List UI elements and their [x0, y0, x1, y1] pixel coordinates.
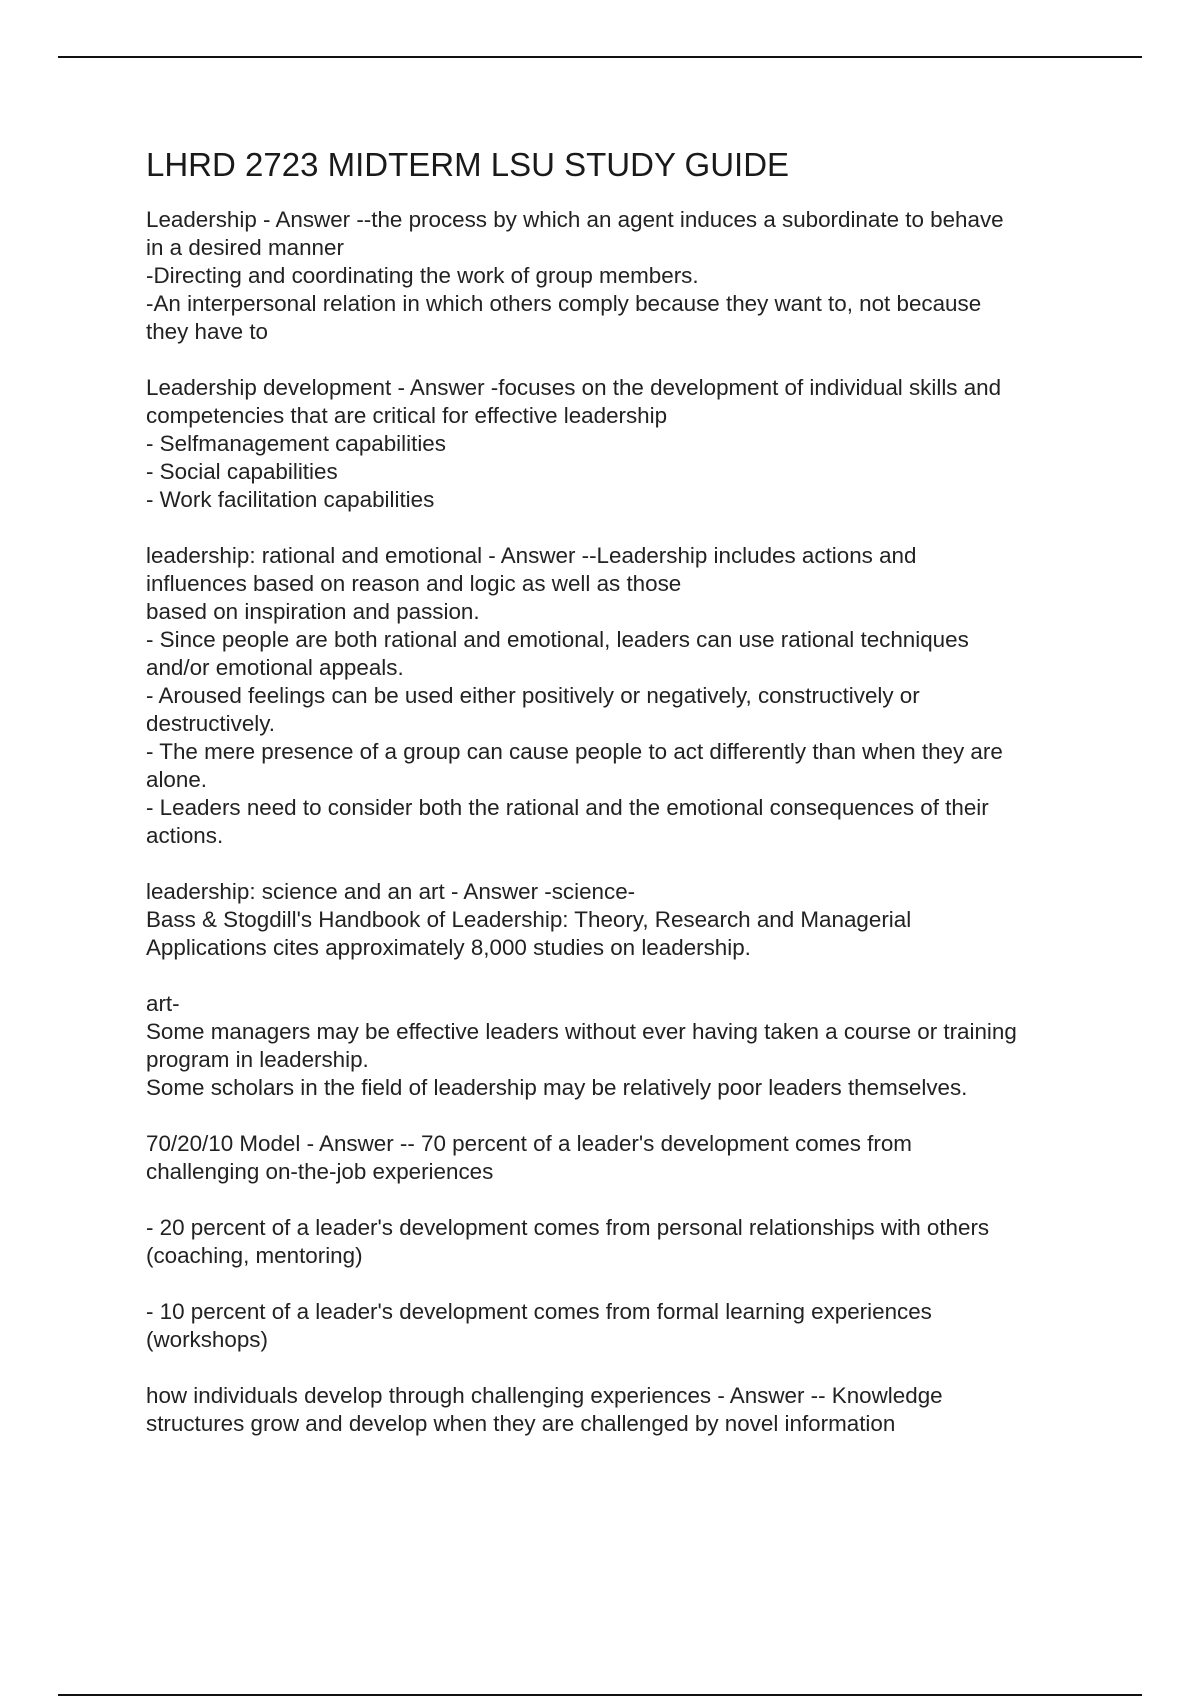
study-entry — [146, 374, 1106, 514]
entry-line: alone. — [146, 767, 208, 792]
entry-line: competencies that are critical for effective leadership — [146, 403, 668, 428]
paragraph-gap — [146, 1186, 1106, 1214]
entry-line: program in leadership. — [146, 1047, 369, 1072]
top-rule — [58, 56, 1142, 58]
entry-line: they have to — [146, 319, 268, 344]
entry-line: (coaching, mentoring) — [146, 1243, 363, 1268]
entry-line: - Work facilitation capabilities — [146, 487, 435, 512]
entry-line: - 10 percent of a leader's development comes from formal learning experiences — [146, 1299, 932, 1324]
entry-line: destructively. — [146, 711, 275, 736]
entry-line: (workshops) — [146, 1327, 268, 1352]
entry-line: Applications cites approximately 8,000 studies on leadership. — [146, 935, 751, 960]
entry-line: 70/20/10 Model - Answer -- 70 percent of a leader's development comes from — [146, 1131, 912, 1156]
paragraph-gap — [146, 1270, 1106, 1298]
entry-line: leadership: science and an art - Answer -science- — [146, 879, 636, 904]
entry-line: challenging on-the-job experiences — [146, 1159, 494, 1184]
entry-line: influences based on reason and logic as well as those — [146, 571, 682, 596]
document-title: LHRD 2723 MIDTERM LSU STUDY GUIDE — [146, 146, 790, 183]
entry-line: Bass & Stogdill's Handbook of Leadership: Theory, Research and Managerial — [146, 907, 912, 932]
entry-line: structures grow and develop when they are challenged by novel information — [146, 1411, 896, 1436]
paragraph-gap — [146, 962, 1106, 990]
study-entry — [146, 1382, 1106, 1438]
entry-line: art- — [146, 991, 180, 1016]
entry-line: - Since people are both rational and emotional, leaders can use rational techniques — [146, 627, 969, 652]
entry-line: Leadership - Answer --the process by which an agent induces a subordinate to behave — [146, 207, 1004, 232]
entry-line: - The mere presence of a group can cause people to act differently than when they are — [146, 739, 1003, 764]
entry-line: - Social capabilities — [146, 459, 338, 484]
entry-line: how individuals develop through challenging experiences - Answer -- Knowledge — [146, 1383, 943, 1408]
entry-line: in a desired manner — [146, 235, 344, 260]
entry-line: - Aroused feelings can be used either positively or negatively, constructively or — [146, 683, 920, 708]
entry-line: - Selfmanagement capabilities — [146, 431, 446, 456]
entry-line: Leadership development - Answer -focuses on the development of individual skills and — [146, 375, 1002, 400]
study-entry — [146, 1130, 1106, 1354]
entry-line: actions. — [146, 823, 224, 848]
entry-line: based on inspiration and passion. — [146, 599, 480, 624]
entry-line: -Directing and coordinating the work of group members. — [146, 263, 699, 288]
entry-line: -An interpersonal relation in which others comply because they want to, not because — [146, 291, 982, 316]
study-entry — [146, 542, 1106, 850]
entry-line: Some scholars in the field of leadership may be relatively poor leaders themselves. — [146, 1075, 968, 1100]
entries-list — [146, 206, 1106, 1438]
entry-line: leadership: rational and emotional - Answer --Leadership includes actions and — [146, 543, 917, 568]
study-entry — [146, 878, 1106, 1102]
bottom-rule — [58, 1694, 1142, 1696]
study-entry — [146, 206, 1106, 346]
entry-line: - Leaders need to consider both the rational and the emotional consequences of their — [146, 795, 989, 820]
document-body — [146, 142, 1106, 1466]
entry-line: Some managers may be effective leaders without ever having taken a course or training — [146, 1019, 1017, 1044]
entry-line: and/or emotional appeals. — [146, 655, 404, 680]
entry-line: - 20 percent of a leader's development comes from personal relationships with others — [146, 1215, 990, 1240]
